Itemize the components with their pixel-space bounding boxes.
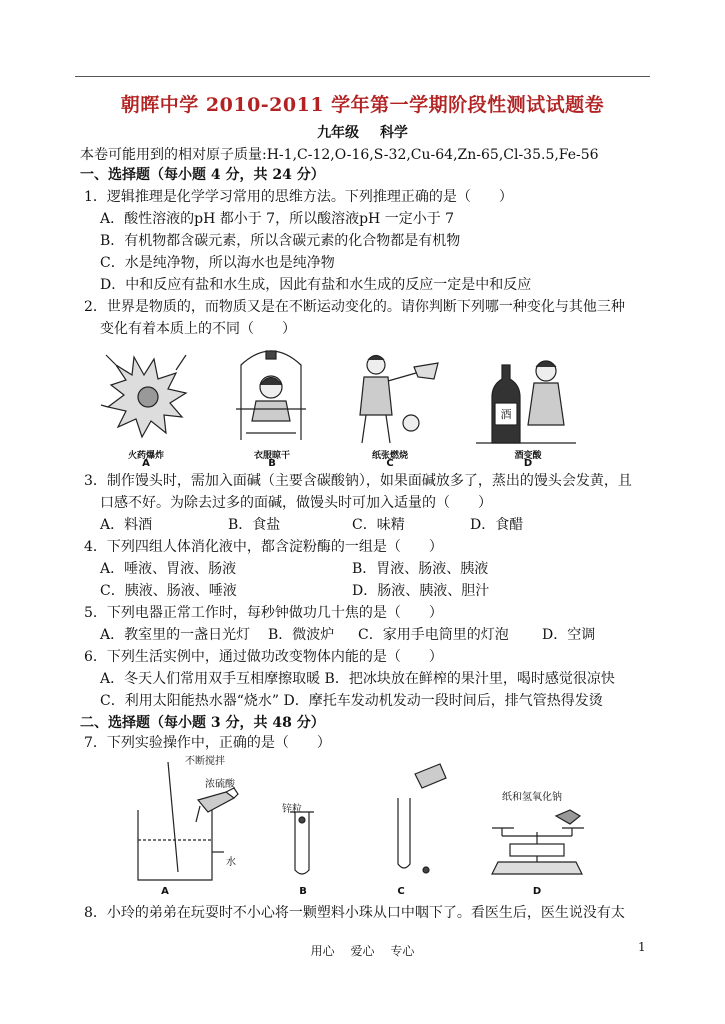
q1-stem: 1．逻辑推理是化学学习常用的思维方法。下列推理正确的是（ ） bbox=[84, 189, 513, 205]
q1-option-d: D．中和反应有盐和水生成，因此有盐和水生成的反应一定是中和反应 bbox=[100, 277, 532, 293]
test-tube-zinc-illustration bbox=[290, 812, 314, 874]
grade-label: 九年级 bbox=[317, 125, 360, 141]
q2-stem-line1: 2．世界是物质的，而物质又是在不断运动变化的。请你判断下列哪一种变化与其他三种 bbox=[84, 299, 625, 315]
q2-letter-a: A bbox=[142, 458, 150, 469]
q4-option-c: C．胰液、肠液、唾液 bbox=[100, 583, 237, 599]
section-2-heading: 二、选择题（每小题 3 分，共 48 分） bbox=[80, 715, 325, 731]
q2-caption-d: 酒变酸 bbox=[514, 451, 542, 461]
q1-option-b: B．有机物都含碳元素，所以含碳元素的化合物都是有机物 bbox=[100, 233, 461, 249]
clothes-drying-illustration bbox=[236, 351, 306, 440]
q3-option-a: A．料酒 bbox=[100, 517, 153, 533]
q3-option-b: B．食盐 bbox=[228, 517, 281, 533]
q8-stem: 8．小玲的弟弟在玩耍时不小心将一颗塑料小珠从口中咽下了。看医生后，医生说没有太 bbox=[84, 905, 625, 921]
q6-options-ab: A．冬天人们常用双手互相摩擦取暖 B．把冰块放在鲜榨的果汁里，喝时感觉很凉快 bbox=[100, 671, 615, 687]
q7-figures bbox=[130, 752, 590, 887]
zinc-label: 锌粒 bbox=[282, 804, 302, 815]
footer-word-3: 专心 bbox=[390, 944, 415, 958]
q2-letter-b: B bbox=[268, 458, 276, 469]
acid-label: 浓硫酸 bbox=[205, 779, 235, 790]
stir-label: 不断搅拌 bbox=[185, 756, 225, 767]
explosion-illustration bbox=[101, 355, 186, 437]
q3-option-d: D．食醋 bbox=[470, 517, 524, 533]
q7-letter-b: B bbox=[299, 886, 307, 897]
q6-options-cd: C．利用太阳能热水器“烧水” D．摩托车发动机发动一段时间后，排气管热得发烫 bbox=[100, 693, 603, 709]
q2-caption-c: 纸张燃烧 bbox=[371, 451, 408, 461]
balance-illustration bbox=[492, 810, 584, 874]
q4-option-d: D．肠液、胰液、胆汁 bbox=[352, 583, 490, 599]
q6-stem: 6．下列生活实例中，通过做功改变物体内能的是（ ） bbox=[84, 649, 443, 665]
section-1-heading: 一、选择题（每小题 4 分，共 24 分） bbox=[80, 167, 325, 183]
q5-option-b: B．微波炉 bbox=[268, 627, 335, 643]
page-footer bbox=[0, 942, 725, 959]
header-rule bbox=[75, 76, 650, 77]
q3-stem-line1: 3．制作馒头时，需加入面碱（主要含碳酸钠），如果面碱放多了，蒸出的馒头会发黄，且 bbox=[84, 473, 632, 489]
q5-stem: 5．下列电器正常工作时，每秒钟做功几十焦的是（ ） bbox=[84, 605, 443, 621]
q7-letter-c: C bbox=[397, 886, 405, 897]
q2-stem-line2: 变化有着本质上的不同（ ） bbox=[100, 321, 296, 337]
q7-letter-d: D bbox=[532, 886, 542, 897]
q3-option-c: C．味精 bbox=[352, 517, 405, 533]
atomic-mass-note: 本卷可能用到的相对原子质量:H-1,C-12,O-16,S-32,Cu-64,Zn-65,Cl-35.5,Fe-56 bbox=[80, 147, 599, 163]
q2-letter-d: D bbox=[523, 458, 533, 469]
footer-word-2: 爱心 bbox=[350, 944, 375, 958]
bottle-label: 酒 bbox=[500, 408, 512, 421]
q2-letter-c: C bbox=[386, 458, 394, 469]
q2-figures bbox=[96, 345, 636, 460]
q1-option-c: C．水是纯净物，所以海水也是纯净物 bbox=[100, 255, 335, 271]
q5-option-a: A．教室里的一盏日光灯 bbox=[100, 627, 251, 643]
pouring-liquid-illustration bbox=[398, 764, 446, 873]
q2-caption-a: 火药爆炸 bbox=[127, 451, 164, 461]
q2-caption-b: 衣服晾干 bbox=[253, 451, 290, 461]
page-subtitle bbox=[0, 122, 725, 142]
page-title: 朝晖中学 2010-2011 学年第一学期阶段性测试试题卷 bbox=[120, 94, 605, 116]
q7-stem: 7．下列实验操作中，正确的是（ ） bbox=[84, 735, 331, 751]
q4-stem: 4．下列四组人体消化液中，都含淀粉酶的一组是（ ） bbox=[84, 539, 443, 555]
q7-letter-a: A bbox=[161, 886, 169, 897]
q1-option-a: A．酸性溶液的pH 都小于 7，所以酸溶液pH 一定小于 7 bbox=[100, 211, 455, 227]
water-label: 水 bbox=[226, 857, 236, 868]
q4-option-a: A．唾液、胃液、肠液 bbox=[100, 561, 237, 577]
q3-stem-line2: 口感不好。为除去过多的面碱，做馒头时可加入适量的（ ） bbox=[100, 495, 492, 511]
subject-label: 科学 bbox=[379, 125, 408, 141]
q5-option-d: D．空调 bbox=[542, 627, 596, 643]
balance-label: 纸和氢氧化钠 bbox=[502, 792, 562, 803]
paper-burning-illustration bbox=[360, 356, 438, 444]
wine-souring-illustration bbox=[476, 361, 576, 443]
q4-option-b: B．胃液、肠液、胰液 bbox=[352, 561, 489, 577]
q5-option-c: C．家用手电筒里的灯泡 bbox=[358, 627, 509, 643]
page-number: 1 bbox=[638, 940, 646, 954]
footer-word-1: 用心 bbox=[310, 944, 335, 958]
